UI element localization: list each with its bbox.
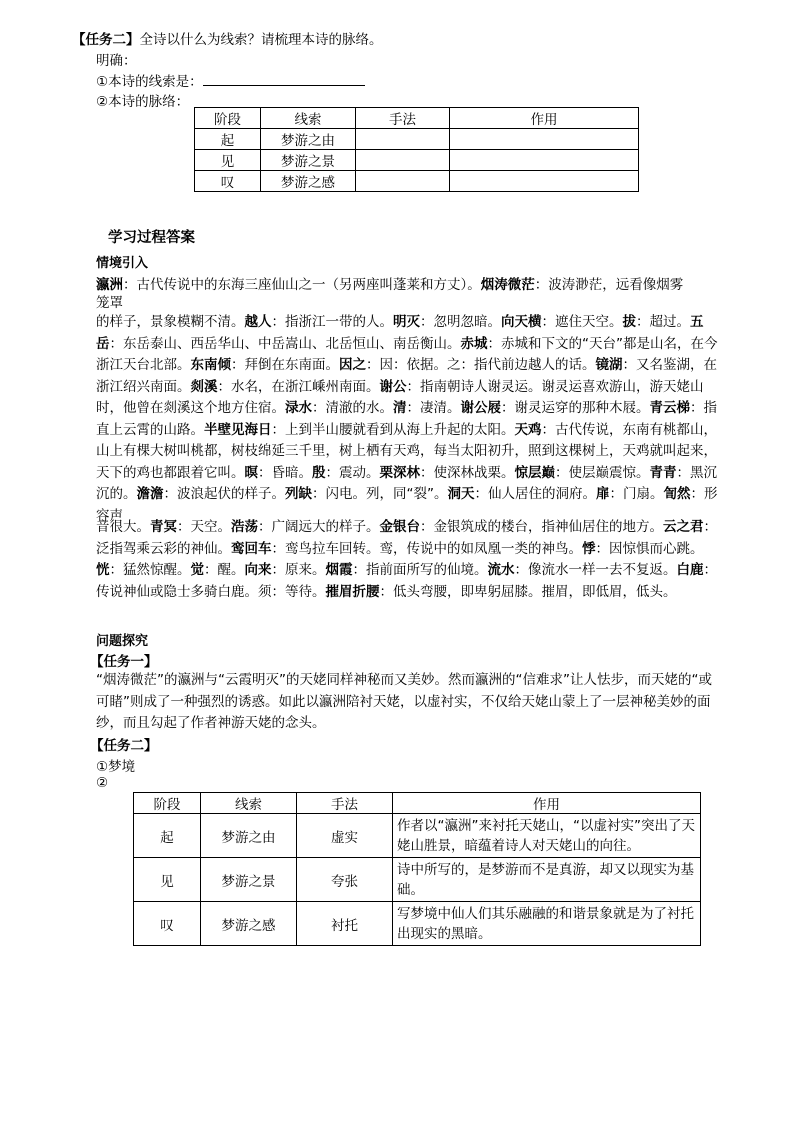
glossary-term: 暝 <box>244 464 258 481</box>
glossary-def: 的样子，景象模糊不清。 <box>96 314 245 330</box>
table-row <box>195 171 639 192</box>
glossary-def: ：水名，在浙江嵊州南面。 <box>217 378 380 395</box>
task2-answer-item2: ② <box>96 775 109 791</box>
glossary-term: 列缺 <box>285 486 312 502</box>
table-cell: 起 <box>195 129 261 150</box>
glossary-def: ：指南朝诗人谢灵运。谢灵运喜欢游山，游天姥山时，他曾在剡溪这个地方住宿。 <box>96 378 704 416</box>
glossary-def: ：黑沉沉的。 <box>96 464 717 502</box>
glossary-def: ：古代传说，东南有桃都山，山上有棵大树叫桃都，树枝绵延三千里，树上栖有天鸡，每当太阳初升，照到这棵树上，天鸡就叫起来，天下的鸡也都跟着它叫。 <box>96 421 717 481</box>
glossary-term: 洞天 <box>447 486 475 502</box>
outline-label: ②本诗的脉络： <box>96 94 190 110</box>
glossary-def: ：忽明忽暗。 <box>420 314 501 330</box>
table-header-row <box>134 793 701 814</box>
table-row <box>134 858 701 902</box>
glossary-def: ：鸾鸟拉车回转。鸾，传说中的如凤凰一类的神鸟。 <box>271 540 582 557</box>
glossary-def: ：清澈的水。 <box>312 400 393 416</box>
table-cell <box>356 171 450 192</box>
glossary-def: ：金银筑成的楼台，指神仙居住的地方。 <box>420 519 663 535</box>
glossary-term: 越人 <box>244 314 272 330</box>
glossary-def: ：因惊惧而心跳。 <box>595 540 704 557</box>
glossary-term: 因之 <box>339 357 366 373</box>
glossary-def: ：泛指驾乘云彩的神仙。 <box>96 519 717 557</box>
glossary-def: ：醒。 <box>204 562 245 578</box>
glossary-def: ：传说神仙或隐士多骑白鹿。须：等待。 <box>96 562 717 600</box>
table-cell: 梦游之景 <box>201 858 297 902</box>
glossary-term: 东南倾 <box>190 357 231 373</box>
glossary-term: 天鸡 <box>514 421 542 438</box>
table-cell: 见 <box>195 150 261 171</box>
header-cell: 作用 <box>450 108 639 129</box>
glossary-term: 浩荡 <box>231 519 258 535</box>
glossary-term: 青冥 <box>150 519 177 535</box>
table-row <box>134 902 701 946</box>
table-header-row <box>195 108 639 129</box>
glossary-term: 烟霞 <box>325 562 353 578</box>
glossary-term: 栗深林 <box>379 464 420 481</box>
table-cell <box>356 129 450 150</box>
glossary-def: ：遮住天空。 <box>541 314 623 330</box>
table-cell: 衬托 <box>297 902 393 946</box>
glossary-term: 明灭 <box>393 314 420 330</box>
glossary-term: 渌水 <box>285 400 312 416</box>
glossary-term: 惊层巅 <box>514 464 555 481</box>
glossary-term: 拔 <box>622 314 636 330</box>
table-cell: 梦游之感 <box>201 902 297 946</box>
glossary-term: 悸 <box>582 540 596 557</box>
table-cell: 虚实 <box>297 814 393 858</box>
table-cell <box>450 150 639 171</box>
glossary-def: ：像流水一样一去不复返。 <box>514 562 677 578</box>
glossary-def: ：上到半山腰就看到从海上升起的太阳。 <box>271 421 515 438</box>
table-row <box>134 814 701 858</box>
glossary-term: 扉 <box>596 486 610 502</box>
outline-blank-table <box>194 107 639 192</box>
glossary-def: 音很大。 <box>96 519 150 535</box>
glossary-line-2: 笼罩 <box>96 295 123 311</box>
glossary-term: 五岳 <box>96 314 704 352</box>
glossary-term: 向来 <box>244 562 272 578</box>
glossary-term: 金银台 <box>379 519 420 535</box>
clue-line <box>96 70 365 90</box>
glossary-def: ：昏暗。 <box>258 464 312 481</box>
header-cell: 作用 <box>393 793 701 814</box>
glossary-def: ：猛然惊醒。 <box>109 562 191 578</box>
table-cell: 夸张 <box>297 858 393 902</box>
table-row <box>195 129 639 150</box>
table-cell: 作者以“瀛洲”来衬托天姥山，“以虚衬实”突出了天姥山胜景，暗蕴着诗人对天姥山的向往。 <box>393 814 701 858</box>
glossary-term: 青青 <box>649 464 677 481</box>
glossary-term: 訇然 <box>663 486 691 502</box>
task2-answer-heading: 【任务二】 <box>90 738 158 754</box>
glossary-paragraph-2 <box>96 517 720 603</box>
outline-answer-table <box>133 792 701 946</box>
glossary-def: ：指浙江一带的人。 <box>271 314 393 330</box>
glossary-def: ：使层巅震惊。 <box>555 464 650 481</box>
header-cell: 阶段 <box>195 108 261 129</box>
glossary-term: 向天横 <box>501 314 542 330</box>
table-cell: 梦游之由 <box>201 814 297 858</box>
glossary-def: ：指前面所写的仙境。 <box>352 562 488 578</box>
table-cell <box>450 171 639 192</box>
header-cell: 手法 <box>297 793 393 814</box>
table-cell: 起 <box>134 814 201 858</box>
table-cell: 写梦境中仙人们其乐融融的和谐景象就是为了衬托出现实的黑暗。 <box>393 902 701 946</box>
glossary-def: ：波浪起伏的样子。 <box>163 486 285 502</box>
glossary-def: ：低头弯腰，即卑躬屈膝。摧眉，即低眉，低头。 <box>379 583 677 600</box>
table-cell <box>356 150 450 171</box>
task2-answer-item1: ①梦境 <box>96 759 136 775</box>
glossary-def: ：赤城和下文的“天台”都是山名，在今浙江天台北部。 <box>96 335 718 373</box>
header-cell: 线索 <box>261 108 356 129</box>
glossary-def: ：使深林战栗。 <box>420 464 515 481</box>
glossary-line-1 <box>96 273 683 293</box>
glossary-def: ：古代传说中的东海三座仙山之一（另两座叫蓬莱和方丈）。 <box>123 277 481 293</box>
glossary-def: ：形容声 <box>96 486 718 524</box>
task1-heading: 【任务一】 <box>90 654 158 670</box>
header-cell: 阶段 <box>134 793 201 814</box>
table-cell: 梦游之感 <box>261 171 356 192</box>
glossary-term: 镜湖 <box>595 357 623 373</box>
glossary-def: ：仙人居住的洞府。 <box>474 486 596 502</box>
glossary-term: 鸾回车 <box>231 540 272 557</box>
table-cell: 叹 <box>134 902 201 946</box>
glossary-term: 清 <box>393 400 407 416</box>
glossary-term: 赤城 <box>460 335 488 352</box>
glossary-def: ：天空。 <box>177 519 231 535</box>
table-cell: 叹 <box>195 171 261 192</box>
table-row <box>195 150 639 171</box>
glossary-def: ：波涛渺茫，远看像烟雾 <box>534 277 684 293</box>
glossary-term: 摧眉折腰 <box>325 583 380 600</box>
table-cell: 梦游之景 <box>261 150 356 171</box>
table-cell <box>450 129 639 150</box>
glossary-def: ：谢灵运穿的那种木屐。 <box>501 400 650 416</box>
glossary-def: ：闪电。列，同“裂”。 <box>312 486 448 502</box>
task2-question-line <box>72 28 383 48</box>
explore-label: 问题探究 <box>96 634 149 649</box>
task2-heading: 【任务二】 <box>72 32 140 48</box>
glossary-def: ：超过。 <box>636 314 690 330</box>
glossary-def: ：广阔远大的样子。 <box>258 519 380 535</box>
header-cell: 线索 <box>201 793 297 814</box>
glossary-term: 白鹿 <box>676 562 704 578</box>
glossary-def: ：指直上云霄的山路。 <box>96 400 717 438</box>
glossary-def: ：门扇。 <box>609 486 664 502</box>
glossary-term: 恍 <box>96 562 110 578</box>
glossary-term: 流水 <box>487 562 515 578</box>
glossary-def: ：凄清。 <box>406 400 461 416</box>
glossary-term: 谢公屐 <box>460 400 501 416</box>
glossary-term: 澹澹 <box>136 486 164 502</box>
glossary-def: ：拜倒在东南面。 <box>231 357 339 373</box>
glossary-def: ：又名鉴湖，在浙江绍兴南面。 <box>96 357 717 395</box>
glossary-def: ：因：依据。之：指代前边越人的话。 <box>366 357 596 373</box>
glossary-def: ：原来。 <box>271 562 326 578</box>
glossary-term: 青云梯 <box>649 400 690 416</box>
table-cell: 诗中所写的，是梦游而不是真游，却又以现实为基础。 <box>393 858 701 902</box>
glossary-term: 觉 <box>190 562 204 578</box>
glossary-term: 谢公 <box>379 378 407 395</box>
clue-prompt: ①本诗的线索是： <box>96 74 203 90</box>
glossary-term: 剡溪 <box>190 378 218 395</box>
clue-blank <box>203 73 365 86</box>
glossary-term: 烟涛微茫 <box>480 277 535 293</box>
glossary-term: 云之君 <box>663 519 704 535</box>
header-cell: 手法 <box>356 108 450 129</box>
clarify-label: 明确： <box>96 53 137 69</box>
answers-title: 学习过程答案 <box>108 230 195 246</box>
task1-answer: “烟涛微茫”的瀛洲与“云霞明灭”的天姥同样神秘而又美妙。然而瀛洲的“信难求”让人怯步，而天姥的“或可睹”则成了一种强烈的诱惑。如此以瀛洲陪衬天姥，以虚衬实，不仅给天姥山蒙上了一层神秘美妙的面纱，而且勾起了作者神游天姥的念头。 <box>96 672 712 731</box>
glossary-term: 瀛洲 <box>96 277 123 293</box>
table-cell: 梦游之由 <box>261 129 356 150</box>
glossary-def: ：东岳泰山、西岳华山、中岳嵩山、北岳恒山、南岳衡山。 <box>109 335 461 352</box>
glossary-term: 半壁见海日 <box>204 421 272 438</box>
glossary-paragraph <box>96 312 720 527</box>
table-cell: 见 <box>134 858 201 902</box>
glossary-def: ：震动。 <box>325 464 380 481</box>
task2-question: 全诗以什么为线索？请梳理本诗的脉络。 <box>139 32 383 48</box>
glossary-term: 殷 <box>312 464 326 481</box>
intro-label: 情境引入 <box>96 256 149 271</box>
